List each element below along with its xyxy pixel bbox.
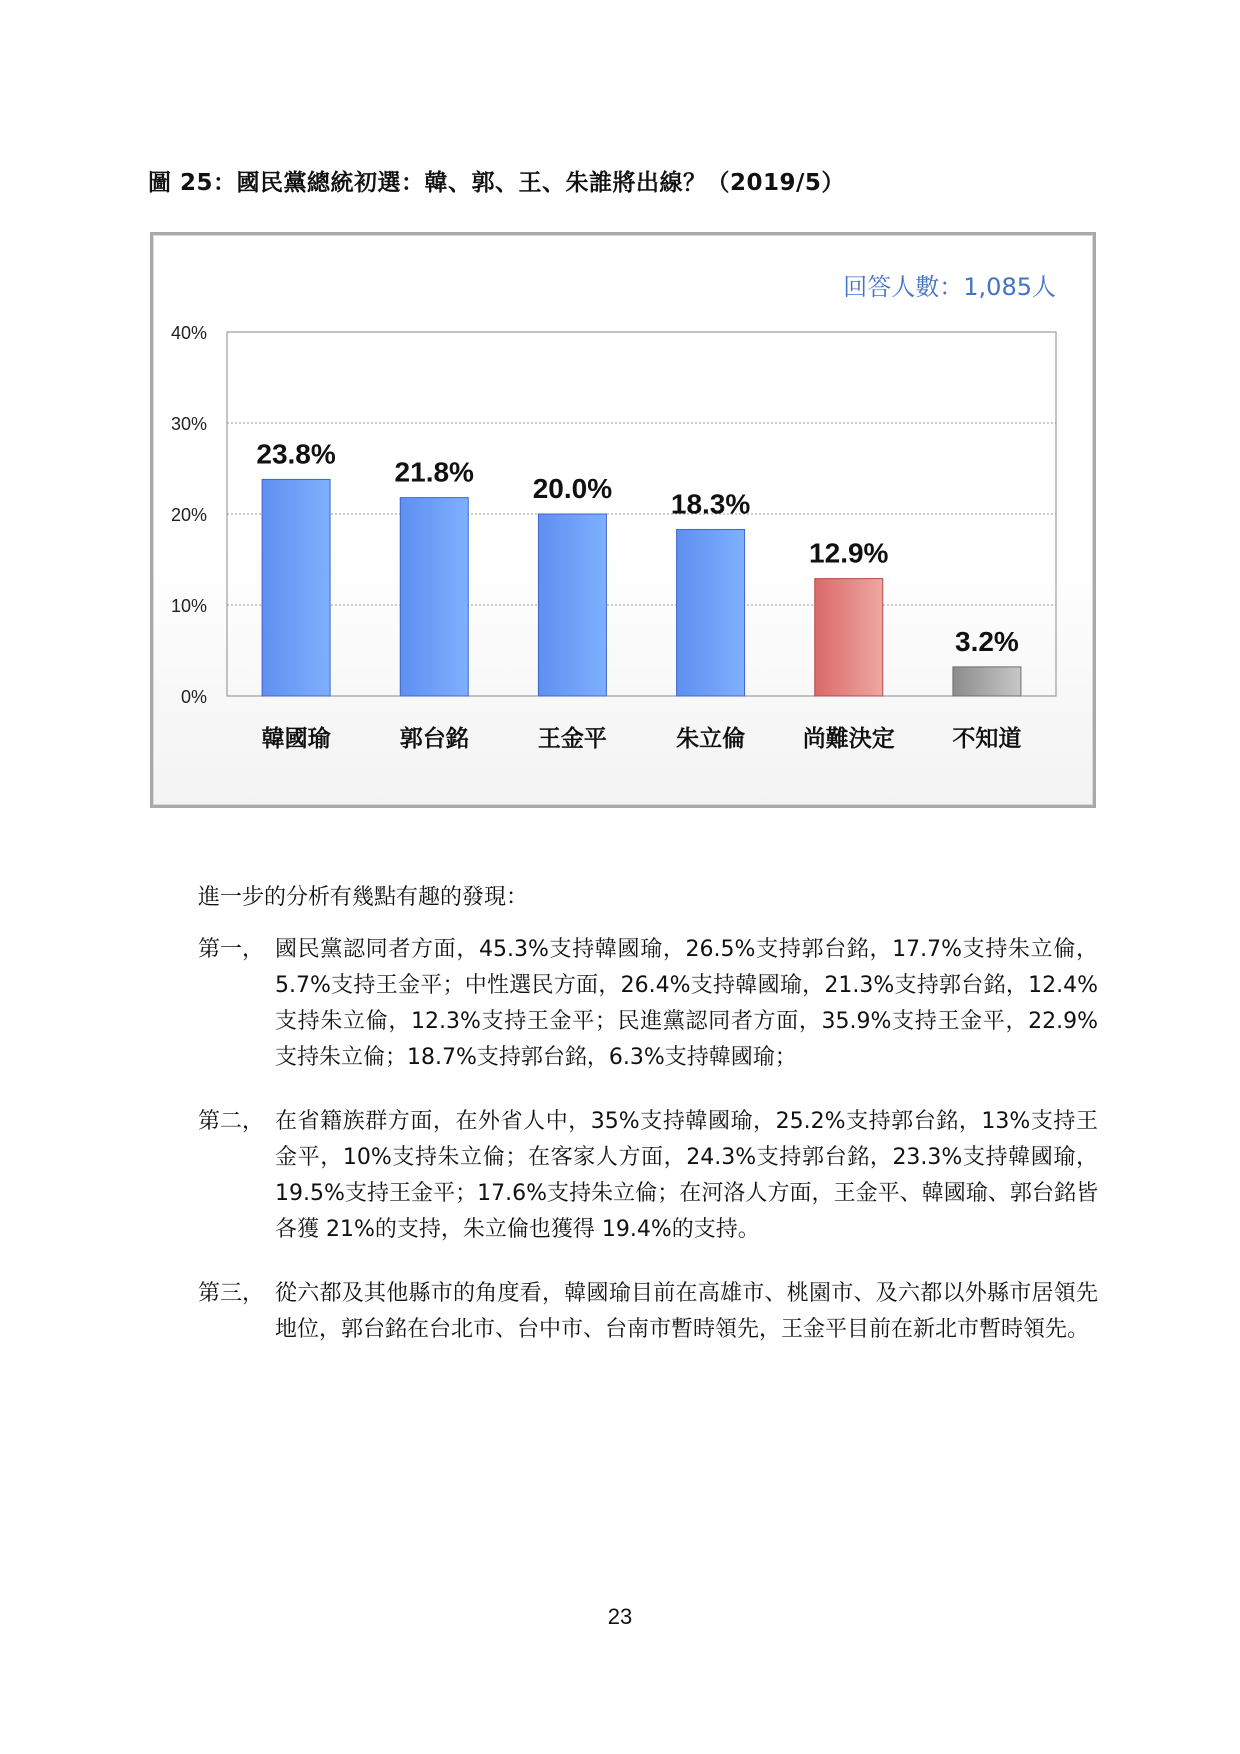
paragraph-1 xyxy=(198,932,1098,1076)
paragraph-3-label: 第三， xyxy=(198,1281,265,1306)
bar xyxy=(953,667,1021,696)
bar-value-label: 18.3% xyxy=(670,488,751,520)
y-tick-label: 30% xyxy=(170,414,207,434)
bar xyxy=(815,579,883,696)
category-label: 朱立倫 xyxy=(676,726,746,752)
bar xyxy=(400,498,468,696)
data-labels xyxy=(256,438,1019,656)
paragraph-2-content: 在省籍族群方面，在外省人中，35%支持韓國瑜，25.2%支持郭台銘，13%支持王金平，10%支持朱立倫；在客家人方面，24.3%支持郭台銘，23.3%支持韓國瑜，19.5%支持王金平；17.6%支持朱立倫；在河洛人方面，王金平、韓國瑜、郭台銘皆各獲 21%的支持，朱立倫也獲得 19.4%的支持。 xyxy=(275,1109,1098,1242)
category-labels xyxy=(262,725,1022,752)
paragraph-1-content: 國民黨認同者方面，45.3%支持韓國瑜，26.5%支持郭台銘，17.7%支持朱立倫，5.7%支持王金平；中性選民方面，26.4%支持韓國瑜，21.3%支持郭台銘，12.4%支持朱立倫，12.3%支持王金平；民進黨認同者方面，35.9%支持王金平，22.9%支持朱立倫；18.7%支持郭台銘，6.3%支持韓國瑜； xyxy=(275,937,1098,1070)
category-label: 尚難決定 xyxy=(802,726,895,752)
category-label: 不知道 xyxy=(952,726,1022,752)
bar xyxy=(538,514,606,696)
bar xyxy=(677,529,745,696)
bars xyxy=(262,479,1021,696)
paragraph-3-content: 從六都及其他縣市的角度看，韓國瑜目前在高雄市、桃園市、及六都以外縣市居領先地位，郭台銘在台北市、台中市、台南市暫時領先，王金平目前在新北市暫時領先。 xyxy=(275,1281,1098,1342)
paragraph-1-label: 第一， xyxy=(198,937,265,962)
paragraph-2-label: 第二， xyxy=(198,1109,265,1134)
bar-value-label: 21.8% xyxy=(394,456,474,488)
category-label: 郭台銘 xyxy=(399,726,469,752)
bar-value-label: 23.8% xyxy=(256,438,336,470)
gridlines xyxy=(227,423,1056,605)
bar-value-label: 12.9% xyxy=(809,537,889,569)
category-label: 韓國瑜 xyxy=(261,726,331,752)
paragraph-3 xyxy=(198,1276,1098,1348)
paragraph-2 xyxy=(198,1104,1098,1248)
bar-value-label: 3.2% xyxy=(955,625,1019,657)
page-number: 23 xyxy=(607,1604,633,1629)
category-label: 王金平 xyxy=(537,726,607,752)
respondents-annotation: 回答人數：1,085人 xyxy=(843,273,1056,301)
bar-value-label: 20.0% xyxy=(532,473,613,504)
y-tick-label: 20% xyxy=(170,505,207,525)
intro-line: 進一步的分析有幾點有趣的發現： xyxy=(198,885,529,910)
y-tick-label: 40% xyxy=(170,323,207,343)
chart-canvas xyxy=(153,235,1093,805)
figure-title: 圖 25：國民黨總統初選：韓、郭、王、朱誰將出線？（2019/5） xyxy=(148,170,845,196)
y-axis-ticks xyxy=(171,323,207,707)
bar xyxy=(262,479,330,696)
y-tick-label: 0% xyxy=(180,687,207,707)
y-tick-label: 10% xyxy=(170,596,207,616)
bar-chart xyxy=(150,232,1096,808)
